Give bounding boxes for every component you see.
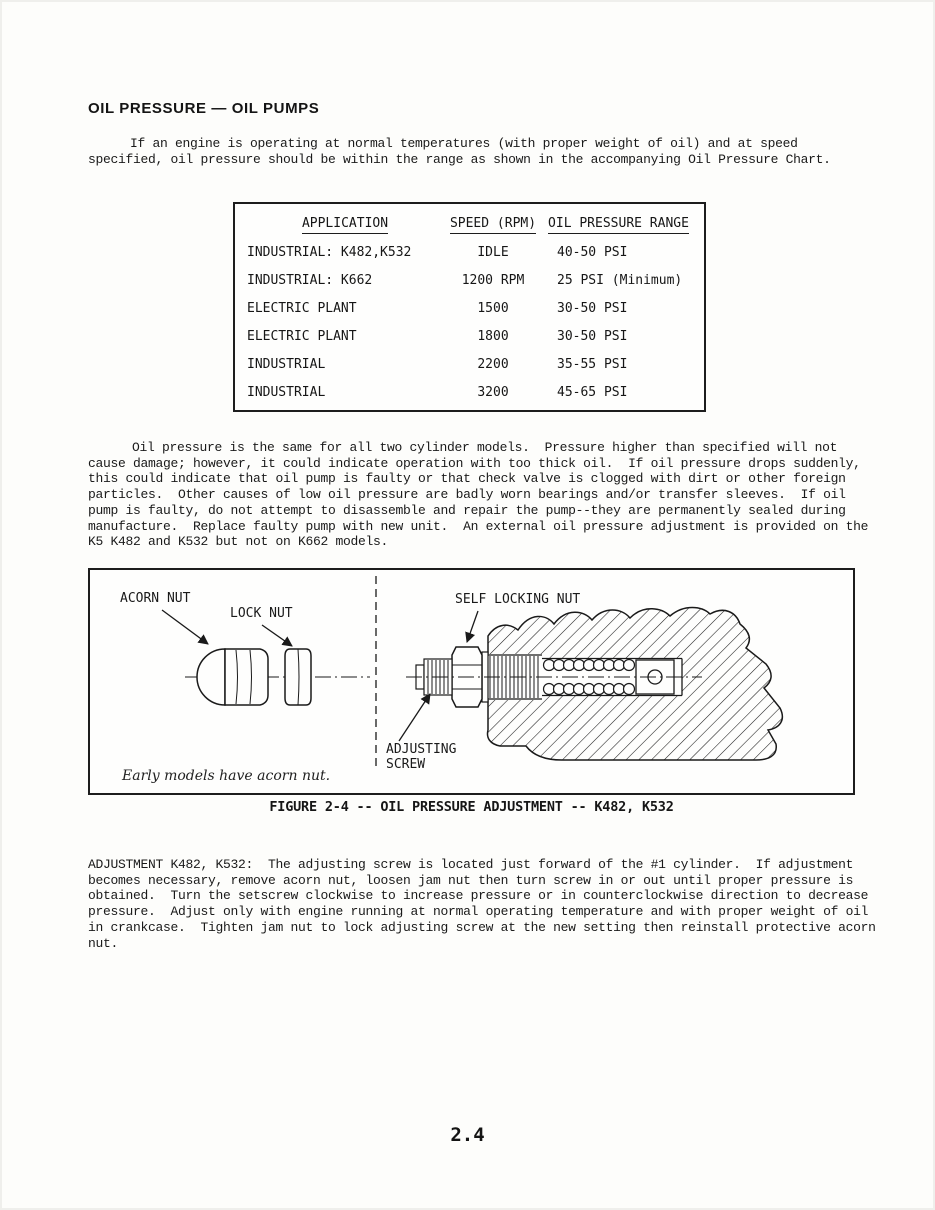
figure-note: Early models have acorn nut. [122, 768, 331, 784]
cell-speed: 1800 [477, 328, 509, 344]
cell-pressure: 30-50 PSI [557, 300, 628, 316]
table-row [247, 294, 694, 322]
adjusting-screw-label-line1: ADJUSTING [386, 742, 457, 757]
table-row [247, 266, 694, 294]
table-header-pressure-label: OIL PRESSURE RANGE [548, 216, 689, 234]
cell-application: INDUSTRIAL: K482,K532 [247, 244, 412, 260]
table-header-speed-label: SPEED (RPM) [450, 216, 536, 234]
figure-caption: FIGURE 2-4 -- OIL PRESSURE ADJUSTMENT -- K482, K532 [269, 799, 674, 815]
table-header-row [247, 208, 694, 238]
body-paragraph: Oil pressure is the same for all two cylinder models. Pressure higher than specified will not cause damage; however, it could indicate operation with too thick oil. If oil pressure drops suddenly, this could indicate that oil pump is faulty or that check valve is clogged with dirt or other foreign particles. Other causes of low oil pressure are badly worn bearings and/or transfer sleeves. If oil pump is faulty, do not attempt to disassemble and repair the pump--they are permanently sealed during manufacture. Replace faulty pump with new unit. An external oil pressure adjustment is provided on the K5 K482 and K532 but not on K662 models. [88, 440, 876, 550]
cell-application: INDUSTRIAL [247, 384, 326, 400]
self-locking-nut-arrow [467, 611, 478, 642]
cell-pressure: 45-65 PSI [557, 384, 628, 400]
acorn-nut-drawing [197, 649, 268, 705]
figure-drawing [90, 570, 853, 793]
table-header-application-label: APPLICATION [302, 216, 388, 234]
cell-speed: 1200 RPM [461, 272, 525, 288]
adjusting-screw-label-line2: SCREW [386, 757, 426, 772]
table-row [247, 378, 694, 406]
cell-pressure: 30-50 PSI [557, 328, 628, 344]
table-header-application [247, 216, 443, 231]
self-locking-nut-label: SELF LOCKING NUT [455, 592, 581, 607]
cell-pressure: 40-50 PSI [557, 244, 628, 260]
table-header-speed [443, 216, 543, 231]
cell-application: INDUSTRIAL: K662 [247, 272, 373, 288]
adjustment-paragraph: ADJUSTMENT K482, K532: The adjusting screw is located just forward of the #1 cylinder. If adjustment becomes necessary, remove acorn nut, loosen jam nut then turn screw in or out until proper pressure is obtained. Turn the setscrew clockwise to increase pressure or in counterclockwise direction to decrease pressure. Adjust only with engine running at normal operating temperature and with proper weight of oil in crankcase. Tighten jam nut to lock adjusting screw at the new setting then reinstall protective acorn nut. [88, 857, 884, 951]
cell-application: ELECTRIC PLANT [247, 300, 357, 316]
cell-speed: 1500 [477, 300, 509, 316]
lock-nut-arrow [262, 625, 292, 646]
page-title: OIL PRESSURE — OIL PUMPS [88, 100, 320, 117]
cell-pressure: 25 PSI (Minimum) [557, 272, 683, 288]
page-number: 2.4 [450, 1124, 485, 1146]
cell-application: ELECTRIC PLANT [247, 328, 357, 344]
cell-speed: 3200 [477, 384, 509, 400]
table-row [247, 350, 694, 378]
intro-paragraph: If an engine is operating at normal temperatures (with proper weight of oil) and at speed specified, oil pressure should be within the range as shown in the accompanying Oil Pressure Chart. [88, 136, 831, 167]
table-row [247, 238, 694, 266]
cell-application: INDUSTRIAL [247, 356, 326, 372]
cell-pressure: 35-55 PSI [557, 356, 628, 372]
figure-2-4 [88, 568, 855, 795]
table-row [247, 322, 694, 350]
lock-nut-label: LOCK NUT [230, 606, 293, 621]
acorn-nut-arrow [162, 610, 208, 644]
acorn-nut-label: ACORN NUT [120, 591, 191, 606]
lock-nut-drawing [285, 649, 311, 705]
cell-speed: 2200 [477, 356, 509, 372]
adjusting-screw-arrow [399, 694, 430, 741]
cell-speed: IDLE [477, 244, 509, 260]
oil-pressure-table [233, 202, 706, 412]
table-header-pressure [543, 216, 694, 231]
